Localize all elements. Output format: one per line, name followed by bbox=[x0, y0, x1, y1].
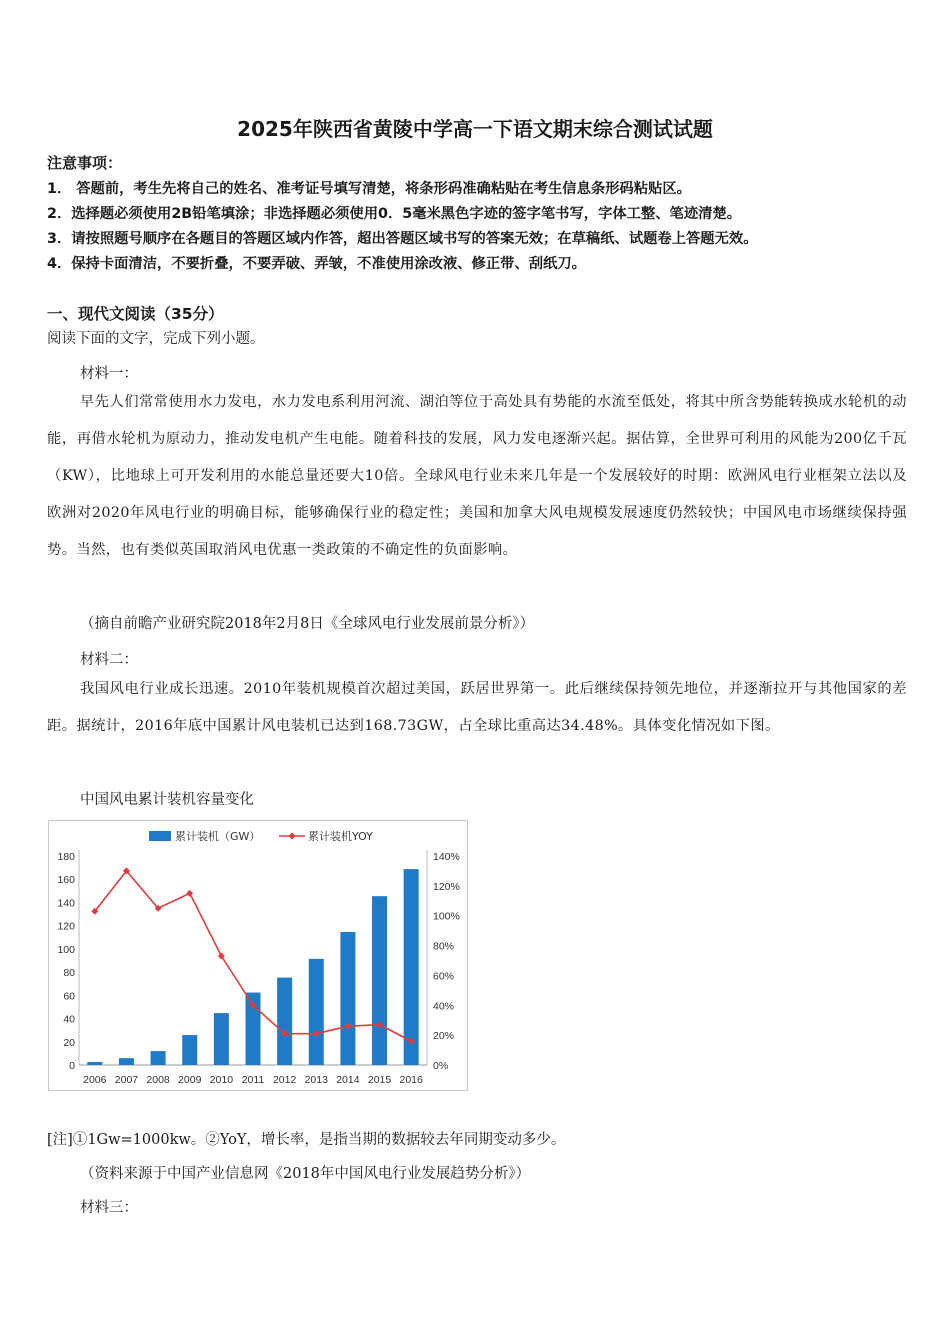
notice-item-4: 4．保持卡面清洁，不要折叠，不要弄破、弄皱，不准使用涂改液、修正带、刮纸刀。 bbox=[47, 256, 586, 272]
material2-source: （资料来源于中国产业信息网《2018年中国风电行业发展趋势分析》） bbox=[80, 1166, 531, 1182]
left-tick-label: 60 bbox=[63, 990, 75, 1003]
right-tick-label: 120% bbox=[433, 880, 460, 893]
bar-2010 bbox=[214, 1013, 229, 1065]
material2-label: 材料二： bbox=[80, 652, 138, 668]
chart-note: [注]①1Gw=1000kw。②YoY，增长率，是指当期的数据较去年同期变动多少。 bbox=[47, 1132, 566, 1148]
bar-2012 bbox=[277, 978, 292, 1065]
notice-item-2: 2．选择题必须使用2B铅笔填涂；非选择题必须使用0．5毫米黑色字迹的签字笔书写，字体工整、笔迹清楚。 bbox=[47, 206, 742, 222]
legend-label-line: 累计装机YOY bbox=[308, 830, 373, 843]
yoy-point-2009 bbox=[186, 890, 193, 897]
document-title: 2025年陕西省黄陵中学高一下语文期末综合测试试题 bbox=[237, 117, 713, 141]
instruction-text: 阅读下面的文字，完成下列小题。 bbox=[47, 331, 265, 347]
bar-2009 bbox=[182, 1035, 197, 1065]
left-tick-label: 100 bbox=[57, 943, 75, 956]
x-tick-label: 2013 bbox=[304, 1074, 328, 1086]
legend-swatch-marker bbox=[289, 833, 296, 840]
left-tick-label: 20 bbox=[63, 1036, 75, 1049]
wind-capacity-chart bbox=[48, 820, 468, 1091]
x-tick-label: 2006 bbox=[83, 1074, 107, 1086]
x-tick-label: 2010 bbox=[209, 1074, 234, 1086]
bar-2007 bbox=[119, 1058, 134, 1065]
legend-label-bars: 累计装机（GW） bbox=[175, 830, 261, 843]
x-tick-label: 2014 bbox=[336, 1074, 360, 1086]
right-tick-label: 100% bbox=[433, 910, 460, 923]
legend-swatch-bars bbox=[149, 831, 171, 841]
material1-label: 材料一： bbox=[80, 366, 138, 382]
right-tick-label: 140% bbox=[433, 851, 460, 863]
right-tick-label: 60% bbox=[433, 970, 455, 983]
x-tick-label: 2015 bbox=[367, 1074, 392, 1086]
chart-canvas bbox=[49, 821, 467, 1090]
x-tick-label: 2012 bbox=[272, 1074, 297, 1086]
left-tick-label: 40 bbox=[63, 1013, 75, 1026]
x-tick-label: 2008 bbox=[146, 1074, 170, 1086]
x-tick-label: 2007 bbox=[114, 1074, 139, 1086]
left-tick-label: 80 bbox=[63, 967, 75, 980]
left-tick-label: 140 bbox=[57, 897, 75, 910]
chart-caption: 中国风电累计装机容量变化 bbox=[80, 792, 254, 808]
bar-2008 bbox=[151, 1051, 166, 1065]
material2-paragraph: 我国风电行业成长迅速。2010年装机规模首次超过美国，跃居世界第一。此后继续保持领先地位，并逐渐拉开与其他国家的差距。据统计，2016年底中国累计风电装机已达到168.73GW，占全球比重高达34.48%。具体变化情况如下图。 bbox=[47, 681, 907, 734]
right-tick-label: 40% bbox=[433, 1000, 455, 1013]
left-tick-label: 0 bbox=[69, 1060, 75, 1072]
bar-2013 bbox=[309, 959, 324, 1065]
material1-paragraph: 早先人们常常使用水力发电，水力发电系利用河流、湖泊等位于高处具有势能的水流至低处，将其中所含势能转换成水轮机的动能，再借水轮机为原动力，推动发电机产生电能。随着科技的发展，风力发电逐渐兴起。据估算，全世界可利用的风能为200亿千瓦（KW），比地球上可开发利用的水能总量还要大10倍。全球风电行业未来几年是一个发展较好的时期：欧洲风电行业框架立法以及欧洲对2020年风电行业的明确目标，能够确保行业的稳定性；美国和加拿大风电规模发展速度仍然较快；中国风电市场继续保持强势。当然，也有类似英国取消风电优惠一类政策的不确定性的负面影响。 bbox=[47, 394, 907, 558]
section-heading: 一、现代文阅读（35分） bbox=[47, 305, 224, 323]
bar-2016 bbox=[404, 869, 419, 1065]
right-tick-label: 20% bbox=[433, 1030, 455, 1043]
material1-source: （摘自前瞻产业研究院2018年2月8日《全球风电行业发展前景分析》） bbox=[80, 616, 535, 632]
left-tick-label: 180 bbox=[57, 851, 75, 863]
left-tick-label: 160 bbox=[57, 874, 75, 887]
notice-heading: 注意事项： bbox=[47, 154, 123, 172]
x-tick-label: 2009 bbox=[178, 1074, 202, 1086]
x-tick-label: 2011 bbox=[241, 1074, 265, 1086]
left-tick-label: 120 bbox=[57, 920, 75, 933]
material3-label: 材料三： bbox=[80, 1200, 138, 1216]
bar-2015 bbox=[372, 896, 387, 1065]
x-tick-label: 2016 bbox=[399, 1074, 423, 1086]
right-tick-label: 0% bbox=[433, 1060, 449, 1072]
bar-2014 bbox=[340, 932, 355, 1065]
right-tick-label: 80% bbox=[433, 940, 455, 953]
notice-item-1: 1． 答题前，考生先将自己的姓名、准考证号填写清楚，将条形码准确粘贴在考生信息条形码粘贴区。 bbox=[47, 181, 691, 197]
bar-2006 bbox=[87, 1062, 102, 1065]
notice-item-3: 3．请按照题号顺序在各题目的答题区域内作答，超出答题区域书写的答案无效；在草稿纸、试题卷上答题无效。 bbox=[47, 231, 758, 247]
